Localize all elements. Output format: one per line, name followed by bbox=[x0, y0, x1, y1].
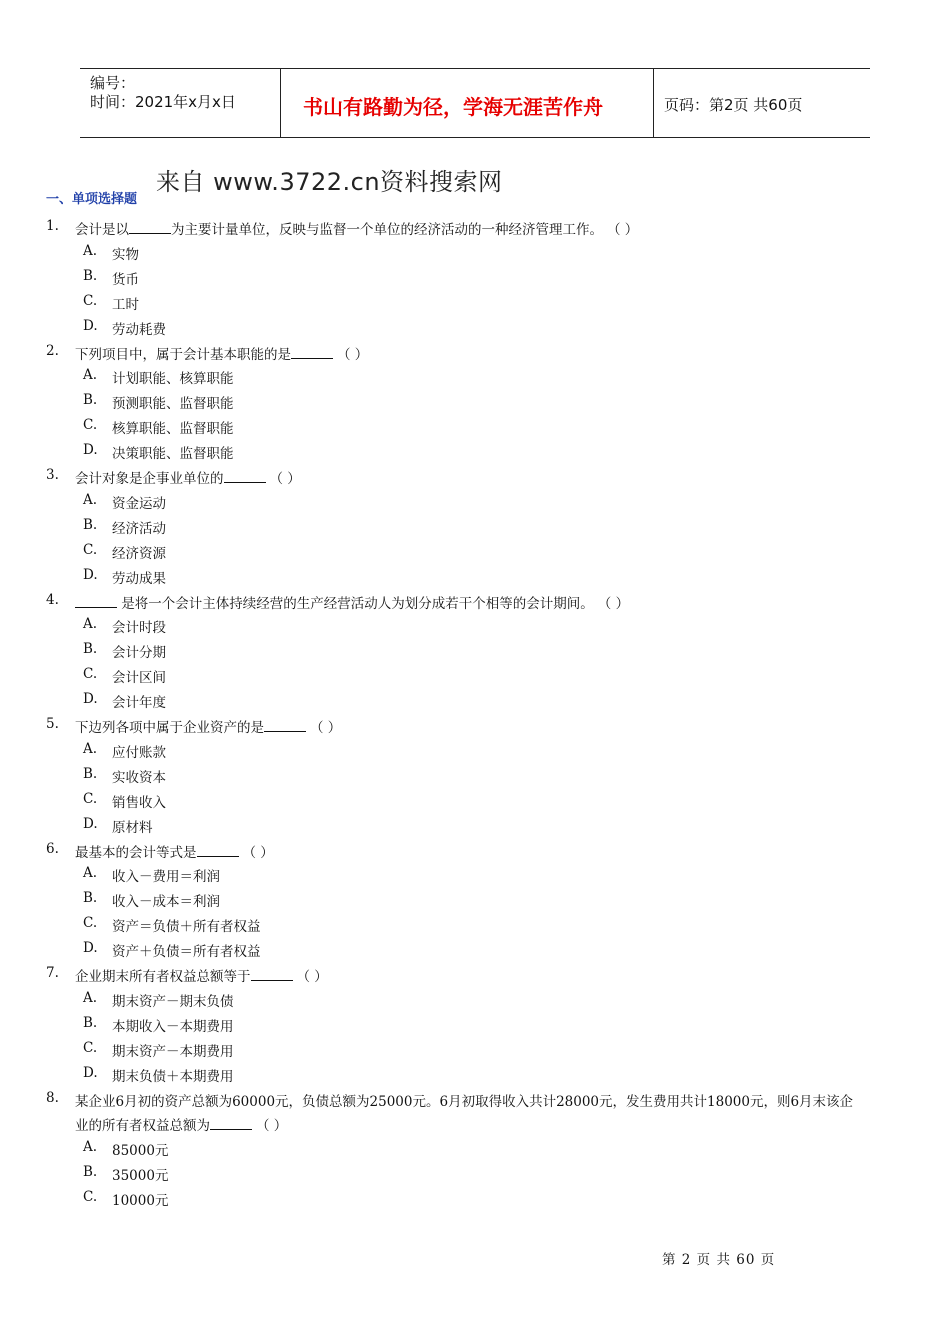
option-letter: B. bbox=[83, 392, 98, 409]
option-letter: B. bbox=[83, 1014, 98, 1031]
option-letter: D. bbox=[83, 940, 98, 957]
option-text: 会计时段 bbox=[112, 620, 166, 637]
date-line: 时间：2021年x月x日 bbox=[90, 93, 236, 111]
option-text: 资产＝负债＋所有者权益 bbox=[112, 919, 261, 936]
answer-blank bbox=[197, 842, 239, 857]
question-text-after: 是将一个会计主体持续经营的生产经营活动人为划分成若干个相等的会计期间。 bbox=[117, 595, 594, 612]
option-text: 劳动成果 bbox=[112, 570, 166, 587]
question-text-before: 下列项目中，属于会计基本职能的是 bbox=[75, 346, 291, 363]
option-text: 经济资源 bbox=[112, 545, 166, 562]
option-text: 期末资产－期末负债 bbox=[112, 993, 234, 1010]
page-info: 页码：第2页 共60页 bbox=[664, 96, 803, 114]
question-text bbox=[75, 841, 274, 861]
option-text: 销售收入 bbox=[112, 794, 166, 811]
header-right-cell bbox=[654, 69, 870, 137]
option-letter: B. bbox=[83, 890, 98, 907]
option-text: 10000元 bbox=[112, 1193, 169, 1210]
question-text bbox=[75, 1114, 287, 1134]
answer-blank bbox=[291, 344, 333, 359]
option-letter: C. bbox=[83, 417, 98, 434]
question-text bbox=[75, 218, 638, 238]
answer-paren: （ ） bbox=[256, 1118, 288, 1135]
question-number: 2. bbox=[46, 342, 59, 359]
option-text: 资金运动 bbox=[112, 495, 166, 512]
question-text bbox=[75, 467, 301, 487]
option-letter: A. bbox=[83, 491, 98, 508]
option-letter: D. bbox=[83, 442, 98, 459]
option-letter: A. bbox=[83, 367, 98, 384]
option-letter: B. bbox=[83, 765, 98, 782]
option-text: 经济活动 bbox=[112, 520, 166, 537]
code-label: 编号： bbox=[90, 74, 136, 92]
option-letter: C. bbox=[83, 292, 98, 309]
option-letter: C. bbox=[83, 666, 98, 683]
option-letter: C. bbox=[83, 1039, 98, 1056]
option-text: 实物 bbox=[112, 246, 139, 263]
header-middle-cell bbox=[281, 69, 654, 137]
answer-blank bbox=[210, 1115, 252, 1130]
question-text-before: 会计对象是企事业单位的 bbox=[75, 471, 224, 487]
page-footer: 第 2 页 共 60 页 bbox=[662, 1252, 776, 1268]
option-letter: C. bbox=[83, 541, 98, 558]
answer-blank bbox=[264, 717, 306, 732]
section-title: 一、单项选择题 bbox=[46, 192, 138, 207]
question-text: 某企业6月初的资产总额为60000元，负债总额为25000元。6月初取得收入共计28000元，发生费用共计18000元，则6月末该企 bbox=[75, 1093, 854, 1110]
option-letter: B. bbox=[83, 516, 98, 533]
option-letter: A. bbox=[83, 242, 98, 259]
option-letter: C. bbox=[83, 1189, 98, 1206]
answer-paren: （ ） bbox=[269, 471, 301, 487]
question-number: 1. bbox=[46, 218, 59, 234]
option-text: 收入－成本＝利润 bbox=[112, 894, 220, 911]
option-letter: D. bbox=[83, 815, 98, 832]
option-text: 决策职能、监督职能 bbox=[112, 446, 234, 463]
option-text: 计划职能、核算职能 bbox=[112, 371, 234, 388]
motto: 书山有路勤为径，学海无涯苦作舟 bbox=[303, 95, 603, 119]
question-number: 3. bbox=[46, 467, 59, 483]
option-letter: A. bbox=[83, 989, 98, 1006]
option-text: 应付账款 bbox=[112, 744, 166, 761]
answer-paren: （ ） bbox=[597, 595, 630, 612]
option-letter: A. bbox=[83, 740, 98, 757]
option-text: 货币 bbox=[112, 271, 139, 288]
question-number: 6. bbox=[46, 840, 59, 857]
question-text-before: 最基本的会计等式是 bbox=[75, 844, 197, 861]
question-text bbox=[75, 716, 341, 736]
option-letter: A. bbox=[83, 865, 98, 882]
answer-paren: （ ） bbox=[242, 844, 274, 861]
question-text bbox=[75, 965, 328, 985]
option-text: 预测职能、监督职能 bbox=[112, 396, 234, 413]
option-letter: B. bbox=[83, 1164, 98, 1181]
option-text: 会计分期 bbox=[112, 645, 166, 662]
answer-paren: （ ） bbox=[607, 222, 639, 238]
option-text: 期末负债＋本期费用 bbox=[112, 1068, 234, 1085]
option-text: 劳动耗费 bbox=[112, 321, 166, 338]
question-text-before: 企业期末所有者权益总额等于 bbox=[75, 969, 251, 985]
option-text: 收入－费用＝利润 bbox=[112, 869, 220, 886]
answer-paren: （ ） bbox=[337, 346, 369, 363]
option-letter: D. bbox=[83, 317, 98, 334]
question-text-before: 下边列各项中属于企业资产的是 bbox=[75, 720, 264, 736]
option-text: 本期收入－本期费用 bbox=[112, 1018, 234, 1035]
option-text: 工时 bbox=[112, 296, 139, 313]
question-text-before: 会计是以 bbox=[75, 222, 129, 238]
question-text-after: 为主要计量单位，反映与监督一个单位的经济活动的一种经济管理工作。 bbox=[171, 222, 603, 238]
answer-blank bbox=[224, 468, 266, 483]
option-letter: A. bbox=[83, 616, 98, 633]
question-number: 7. bbox=[46, 965, 59, 981]
source-banner: 来自 www.3722.cn资料搜索网 bbox=[156, 168, 503, 196]
option-text: 资产＋负债＝所有者权益 bbox=[112, 944, 261, 961]
option-text: 35000元 bbox=[112, 1168, 169, 1185]
question-text bbox=[75, 592, 629, 612]
option-letter: B. bbox=[83, 267, 98, 284]
option-text: 会计区间 bbox=[112, 670, 166, 687]
question-number: 8. bbox=[46, 1089, 59, 1106]
option-letter: C. bbox=[83, 915, 98, 932]
question-text bbox=[75, 343, 368, 363]
option-letter: D. bbox=[83, 691, 98, 708]
option-letter: A. bbox=[83, 1139, 98, 1156]
option-text: 85000元 bbox=[112, 1143, 169, 1160]
answer-blank bbox=[129, 219, 171, 234]
option-letter: D. bbox=[83, 566, 98, 583]
question-number: 4. bbox=[46, 591, 59, 608]
option-text: 原材料 bbox=[112, 819, 153, 836]
answer-paren: （ ） bbox=[296, 969, 328, 985]
question-text-before: 业的所有者权益总额为 bbox=[75, 1118, 210, 1135]
option-text: 核算职能、监督职能 bbox=[112, 421, 234, 438]
option-text: 期末资产－本期费用 bbox=[112, 1043, 234, 1060]
answer-blank bbox=[251, 966, 293, 981]
question-number: 5. bbox=[46, 716, 59, 732]
option-letter: B. bbox=[83, 641, 98, 658]
option-text: 会计年度 bbox=[112, 695, 166, 712]
option-text: 实收资本 bbox=[112, 769, 166, 786]
option-letter: C. bbox=[83, 790, 98, 807]
header-table bbox=[80, 68, 870, 138]
answer-paren: （ ） bbox=[310, 720, 342, 736]
option-letter: D. bbox=[83, 1064, 98, 1081]
header-left-cell bbox=[80, 69, 281, 137]
answer-blank bbox=[75, 593, 117, 608]
